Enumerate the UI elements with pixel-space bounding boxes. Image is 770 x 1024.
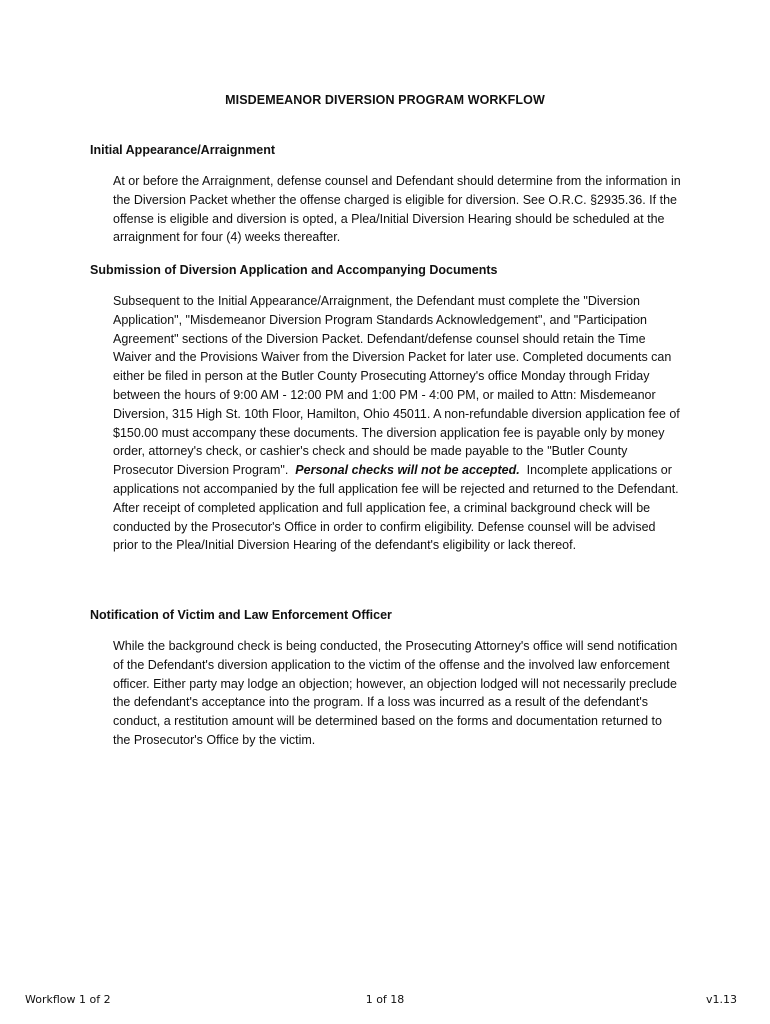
emphasis-text: Personal checks will not be accepted. — [295, 463, 520, 478]
section-body: At or before the Arraignment, defense counsel and Defendant should determine from the information in the Diversion Packet whether the offense charged is eligible for diversion. See O.R.C. §2935.36. If the offense is eligible and diversion is opted, a Plea/Initial Diversion Hearing should be scheduled at the arraignment for four (4) weeks thereafter. — [113, 174, 681, 245]
section-notification — [90, 607, 690, 750]
page-title: MISDEMEANOR DIVERSION PROGRAM WORKFLOW — [225, 93, 545, 107]
section-heading: Initial Appearance/Arraignment — [90, 143, 275, 157]
footer-version: v1.13 — [705, 993, 737, 1006]
footer-page-number: 1 of 18 — [365, 993, 405, 1006]
section-heading: Notification of Victim and Law Enforcement Officer — [90, 608, 392, 622]
section-initial-appearance — [90, 142, 690, 247]
section-submission — [90, 262, 690, 555]
body-text-before: Subsequent to the Initial Appearance/Arraignment, the Defendant must complete the "Diversion Application", "Misdemeanor Diversion Program Standards Acknowledgement", and "Participation Agreement" sections of the Diversion Packet. Defendant/defense counsel should retain the Time Waiver and the Provisions Waiver from the Diversion Packet for later use. Completed documents can either be filed in person at the Butler County Prosecuting Attorney's office Monday through Friday between the hours of 9:00 AM - 12:00 PM and 1:00 PM - 4:00 PM, or mailed to Attn: Misdemeanor Diversion, 315 High St. 10th Floor, Hamilton, Ohio 45011. A non-refundable diversion application fee of $150.00 must accompany these documents. The diversion application fee is payable only by money order, attorney's check, or cashier's check and should be made payable to the "Butler County Prosecutor Diversion Program". — [113, 294, 680, 478]
section-heading: Submission of Diversion Application and Accompanying Documents — [90, 263, 498, 277]
section-body: While the background check is being conducted, the Prosecuting Attorney's office will send notification of the Defendant's diversion application to the victim of the offense and the involved law enforcement officer. Either party may lodge an objection; however, an objection lodged will not necessarily preclude the defendant's acceptance into the program. If a loss was incurred as a result of the defendant's conduct, a restitution amount will be determined based on the forms and documentation returned to the Prosecutor's Office by the victim. — [113, 639, 678, 747]
body-text-after: Incomplete applications or applications not accompanied by the full application fee will be rejected and returned to the Defendant. After receipt of completed application and full application fee, a criminal background check will be conducted by the Prosecutor's Office in order to confirm eligibility. Defense counsel will be advised prior to the Plea/Initial Diversion Hearing of the defendant's eligibility or lack thereof. — [113, 463, 679, 553]
section-body — [113, 292, 681, 555]
footer-workflow-label: Workflow 1 of 2 — [25, 993, 111, 1006]
